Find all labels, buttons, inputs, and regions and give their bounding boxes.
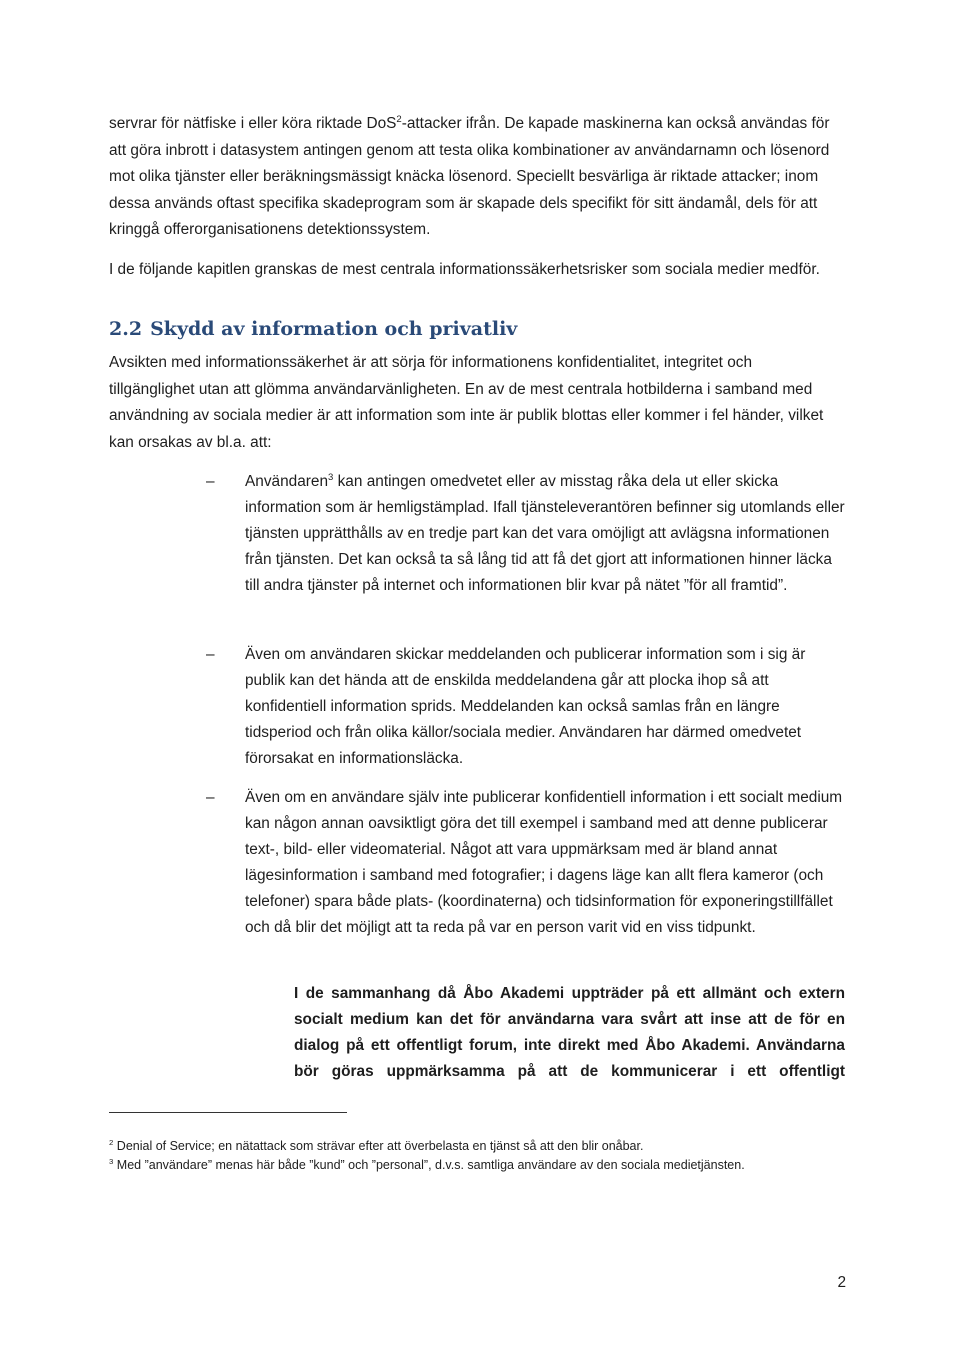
footnote-2-mark: 2 (109, 1137, 114, 1147)
section-number: 2.2 (109, 318, 143, 340)
footnote-3-text: Med ”användare” menas här både ”kund” och ”personal”, d.v.s. samtliga användare av den sociala medietjänsten. (113, 1158, 745, 1172)
bullet-text-2: Även om användaren skickar meddelanden och publicerar information som i sig är publik kan det hända att de enskilda meddelandena går att plocka ihop så att konfidentiell information sprids. Meddelanden kan också samlas från en längre tidsperiod och från olika källor/sociala medier. Användaren har därmed omedvetet förorsakat en informationsläcka. (245, 646, 806, 767)
footnote-3 (109, 1156, 809, 1174)
bullet-text-1-a: Användaren (245, 473, 329, 490)
bullet-item-2 (206, 642, 846, 772)
bullet-dash: – (206, 789, 215, 806)
bullet-text-3: Även om en användare själv inte publicerar konfidentiell information i ett socialt medium kan någon annan oavsiktligt göra det till exempel i samband med att denne publicerar text-, bild- eller videomaterial. Något att vara uppmärksam med är bland annat lägesinformation i samband med fotografier; i dagens läge kan allt flera kameror (och telefoner) spara både plats- (koordinaterna) och tidsinformation för exponeringstillfället och då blir det möjligt att ta reda på var en person varit vid en viss tidpunkt. (245, 789, 843, 936)
footnote-ref-3[interactable]: 3 (328, 471, 334, 483)
paragraph-intro (109, 111, 841, 244)
footnote-ref-2[interactable]: 2 (396, 113, 402, 125)
bullet-item-3 (206, 785, 846, 941)
paragraph-section-intro: Avsikten med informationssäkerhet är att sörja för informationens konfidentialitet, integritet och tillgänglighet utan att glömma användarvänligheten. En av de mest centrala hotbilderna i samband med användning av sociala medier är att information som inte är publik blottas eller kommer i fel händer, vilket kan orsakas av bl.a. att: (109, 354, 824, 451)
footnote-2 (109, 1137, 809, 1155)
paragraph-intro-text-a: servrar för nätfiske i eller köra riktade DoS (109, 115, 397, 132)
footnote-3-mark: 3 (109, 1156, 114, 1166)
paragraph-intro-text-b: -attacker ifrån. De kapade maskinerna kan också användas för att göra inbrott i datasystem antingen genom att testa olika kombinationer av användarnamn och lösenord mot olika tjänster eller beräkningsmässigt knäcka lösenord. Speciellt besvärliga är riktade attacker; inom dessa används oftast specifika skadeprogram som är skapade dels specifikt för sitt ändamål, dels för att kringgå offerorganisationens detektionssystem. (109, 115, 830, 238)
paragraph-chapter-intro: I de följande kapitlen granskas de mest centrala informationssäkerhetsrisker som sociala medier medför. (109, 261, 820, 278)
bullet-text-1-b: kan antingen omedvetet eller av misstag råka dela ut eller skicka information som är hemligstämplad. Ifall tjänsteleverantören befinner sig utomlands eller tjänsten upprätthålls av en tredje part kan det vara omöjligt att avlägsna informationen från tjänsten. Det kan också ta så lång tid att få det gjort att informationen hinner läcka till andra tjänster på internet och informationen blir kvar på nätet ”för all framtid”. (245, 473, 845, 594)
bullet-dash: – (206, 473, 215, 490)
footnote-2-text: Denial of Service; en nätattack som strävar efter att överbelasta en tjänst så att den blir onåbar. (113, 1139, 644, 1153)
bullet-text-1 (245, 469, 846, 599)
section-heading (109, 318, 517, 340)
bullet-item-1 (206, 469, 846, 599)
bullet-dash: – (206, 646, 215, 663)
footnote-divider (109, 1112, 347, 1113)
callout-text: I de sammanhang då Åbo Akademi uppträder på ett allmänt och extern socialt medium kan det för användarna vara svårt att inse att de för en dialog på ett offentligt forum, inte direkt med Åbo Akademi. Användarna bör göras uppmärksamma på att de kommunicerar i ett offentligt (294, 985, 845, 1080)
page-number: 2 (837, 1274, 846, 1291)
section-title: Skydd av information och privatliv (150, 318, 518, 340)
